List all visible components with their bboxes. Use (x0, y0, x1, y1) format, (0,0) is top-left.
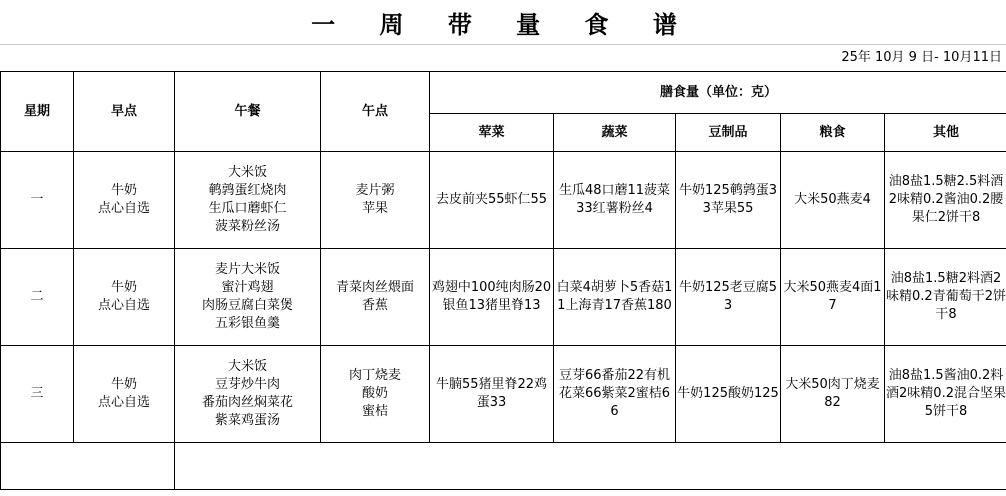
snack-item: 麦片粥 (355, 183, 395, 198)
other-cell: 油8盐1.5糖2料酒2味精0.2青葡萄干2饼干8 (885, 249, 1006, 346)
breakfast-item: 点心自选 (97, 395, 150, 410)
snack-cell (321, 346, 430, 443)
snack-item: 青菜肉丝煨面 (335, 280, 414, 295)
snack-item: 香蕉 (361, 298, 388, 313)
date-range: 25年 10月 9 日- 10月11日 (841, 50, 1002, 65)
snack-item: 蜜桔 (361, 404, 388, 419)
day-cell: 一 (1, 152, 74, 249)
lunch-item: 大米饭 (227, 359, 267, 374)
empty-cell (175, 443, 1006, 490)
header-meal-amount: 膳食量（单位：克） (430, 72, 1006, 114)
breakfast-item: 点心自选 (97, 201, 150, 216)
header-snack: 午点 (321, 72, 430, 152)
lunch-item: 紫菜鸡蛋汤 (214, 413, 280, 428)
weekly-menu-table (0, 71, 1006, 490)
day-cell: 三 (1, 346, 74, 443)
lunch-cell (175, 346, 321, 443)
other-cell: 油8盐1.5糖2.5料酒2味精0.2酱油0.2腰果仁2饼干8 (885, 152, 1006, 249)
lunch-item: 番茄肉丝焖菜花 (201, 395, 293, 410)
table-row (1, 249, 1006, 346)
vegetable-cell: 白菜4胡萝卜5香菇11上海青17香蕉180 (554, 249, 676, 346)
empty-cell (1, 443, 175, 490)
header-other: 其他 (885, 114, 1006, 152)
vegetable-cell: 豆芽66番茄22有机花菜66紫菜2蜜桔66 (554, 346, 676, 443)
header-breakfast: 早点 (74, 72, 175, 152)
snack-cell (321, 152, 430, 249)
breakfast-item: 牛奶 (110, 280, 137, 295)
breakfast-item: 牛奶 (110, 377, 137, 392)
lunch-item: 豆芽炒牛肉 (214, 377, 280, 392)
lunch-item: 蜜汁鸡翅 (221, 280, 274, 295)
breakfast-cell (74, 346, 175, 443)
grain-cell: 大米50肉丁烧麦82 (781, 346, 885, 443)
page-title: 一 周 带 量 食 谱 (0, 0, 1006, 45)
lunch-item: 肉肠豆腐白菜煲 (201, 298, 293, 313)
header-day: 星期 (1, 72, 74, 152)
breakfast-cell (74, 152, 175, 249)
soy-cell: 牛奶125酸奶125 (676, 346, 781, 443)
soy-cell: 牛奶125老豆腐53 (676, 249, 781, 346)
snack-cell (321, 249, 430, 346)
vegetable-cell: 生瓜48口蘑11菠菜33红薯粉丝4 (554, 152, 676, 249)
header-meat: 荤菜 (430, 114, 554, 152)
header-vegetable: 蔬菜 (554, 114, 676, 152)
breakfast-item: 点心自选 (97, 298, 150, 313)
snack-item: 苹果 (361, 201, 388, 216)
header-grain: 粮食 (781, 114, 885, 152)
lunch-item: 鹌鹑蛋红烧肉 (208, 183, 287, 198)
lunch-item: 生瓜口蘑虾仁 (208, 201, 287, 216)
table-row (1, 152, 1006, 249)
grain-cell: 大米50燕麦4 (781, 152, 885, 249)
breakfast-cell (74, 249, 175, 346)
breakfast-item: 牛奶 (110, 183, 137, 198)
empty-row (1, 443, 1006, 490)
header-lunch: 午餐 (175, 72, 321, 152)
lunch-item: 麦片大米饭 (214, 262, 280, 277)
other-cell: 油8盐1.5酱油0.2料酒2味精0.2混合坚果5饼干8 (885, 346, 1006, 443)
table-header-row (1, 72, 1006, 114)
meat-cell: 牛腩55猪里脊22鸡蛋33 (430, 346, 554, 443)
table-row (1, 346, 1006, 443)
meat-cell: 鸡翅中100纯肉肠20银鱼13猪里脊13 (430, 249, 554, 346)
snack-item: 酸奶 (361, 386, 388, 401)
soy-cell: 牛奶125鹌鹑蛋33苹果55 (676, 152, 781, 249)
lunch-item: 大米饭 (227, 165, 267, 180)
lunch-item: 菠菜粉丝汤 (214, 219, 280, 234)
lunch-cell (175, 249, 321, 346)
lunch-cell (175, 152, 321, 249)
lunch-item: 五彩银鱼羹 (214, 316, 280, 331)
day-cell: 二 (1, 249, 74, 346)
meat-cell: 去皮前夹55虾仁55 (430, 152, 554, 249)
snack-item: 肉丁烧麦 (348, 368, 401, 383)
header-soy: 豆制品 (676, 114, 781, 152)
grain-cell: 大米50燕麦4面17 (781, 249, 885, 346)
